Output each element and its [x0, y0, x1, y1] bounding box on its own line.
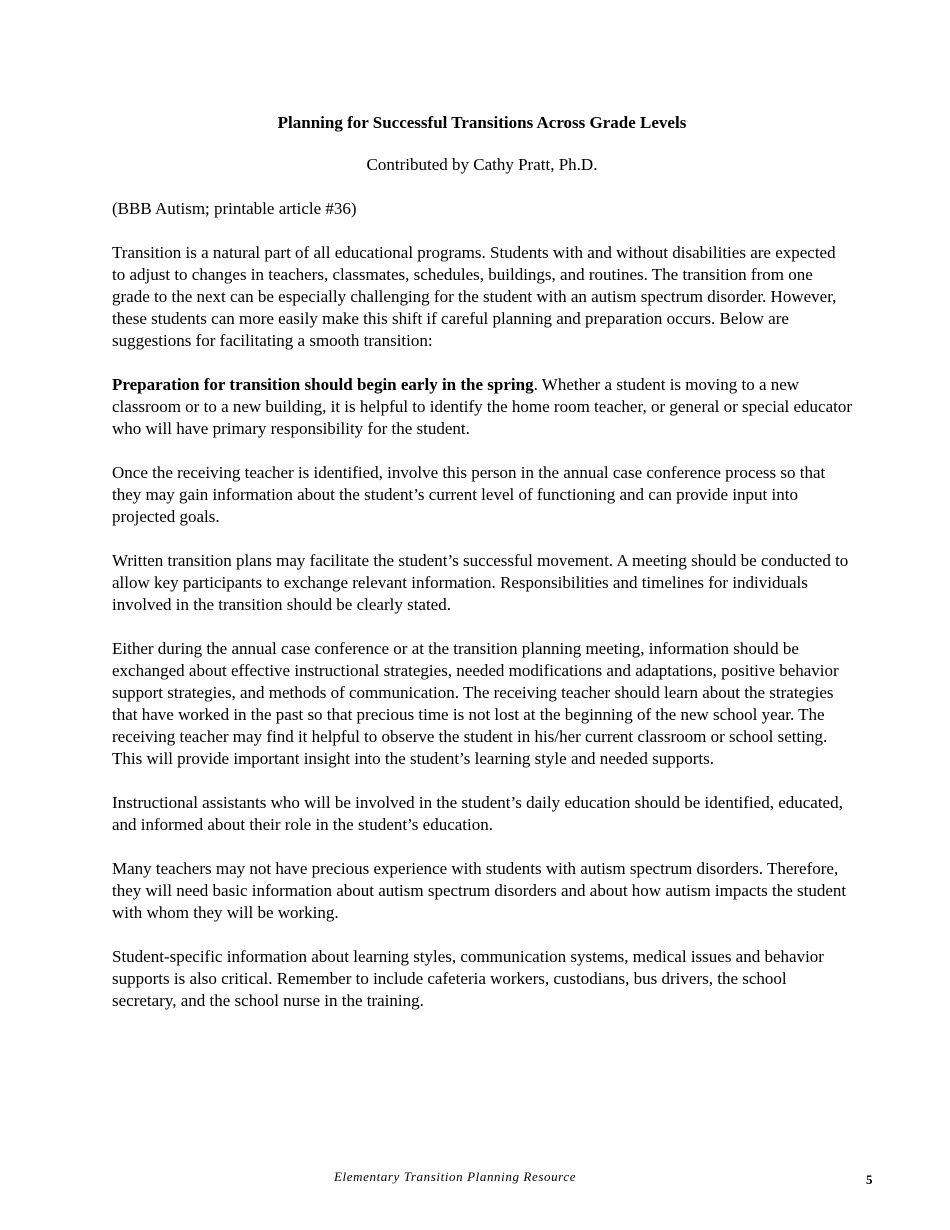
page-title: Planning for Successful Transitions Across Grade Levels	[277, 113, 687, 132]
page-number: 5	[866, 1172, 873, 1187]
paragraph-preparation	[112, 374, 852, 440]
page-footer	[0, 1169, 950, 1187]
author-byline: Contributed by Cathy Pratt, Ph.D.	[366, 155, 598, 174]
article-reference: (BBB Autism; printable article #36)	[112, 199, 357, 218]
paragraph-instructional-assistants	[112, 792, 852, 836]
paragraph-information-exchange	[112, 638, 852, 770]
paragraph-text: Written transition plans may facilitate the student’s successful movement. A meeting should be conducted to allow key participants to exchange relevant information. Responsibilities and timelines for individuals involved in the transition should be clearly stated.	[112, 551, 849, 614]
paragraph-text: Many teachers may not have precious experience with students with autism spectrum disorders. Therefore, they will need basic information about autism spectrum disorders and about how autism impacts the student with whom they will be working.	[112, 859, 847, 922]
document-page	[112, 112, 852, 1034]
paragraph-intro	[112, 242, 852, 352]
paragraph-text: Instructional assistants who will be involved in the student’s daily education should be identified, educated, and informed about their role in the student’s education.	[112, 793, 843, 834]
paragraph-written-plans	[112, 550, 852, 616]
paragraph-student-specific	[112, 946, 852, 1012]
paragraph-lead-bold: Preparation for transition should begin early in the spring	[112, 375, 534, 394]
paragraph-teacher-experience	[112, 858, 852, 924]
paragraph-text: Either during the annual case conference or at the transition planning meeting, information should be exchanged about effective instructional strategies, needed modifications and adaptations, positive behavior support strategies, and methods of communication. The receiving teacher should learn about the strategies that have worked in the past so that precious time is not lost at the beginning of the new school year. The receiving teacher may find it helpful to observe the student in his/her current classroom or school setting. This will provide important insight into the student’s learning style and needed supports.	[112, 639, 839, 768]
paragraph-text: Transition is a natural part of all educational programs. Students with and without disabilities are expected to adjust to changes in teachers, classmates, schedules, buildings, and routines. The transition from one grade to the next can be especially challenging for the student with an autism spectrum disorder. However, these students can more easily make this shift if careful planning and preparation occurs. Below are suggestions for facilitating a smooth transition:	[112, 243, 837, 350]
paragraph-text: . Whether a student is moving to a new classroom or to a new building, it is helpful to identify the home room teacher, or general or special educator who will have primary responsibility for the student.	[112, 375, 853, 438]
paragraph-text: Once the receiving teacher is identified, involve this person in the annual case conference process so that they may gain information about the student’s current level of functioning and can provide input into projected goals.	[112, 463, 826, 526]
footer-title: Elementary Transition Planning Resource	[334, 1169, 577, 1184]
paragraph-receiving-teacher	[112, 462, 852, 528]
paragraph-text: Student-specific information about learning styles, communication systems, medical issues and behavior supports is also critical. Remember to include cafeteria workers, custodians, bus drivers, the school secretary, and the school nurse in the training.	[112, 947, 824, 1010]
